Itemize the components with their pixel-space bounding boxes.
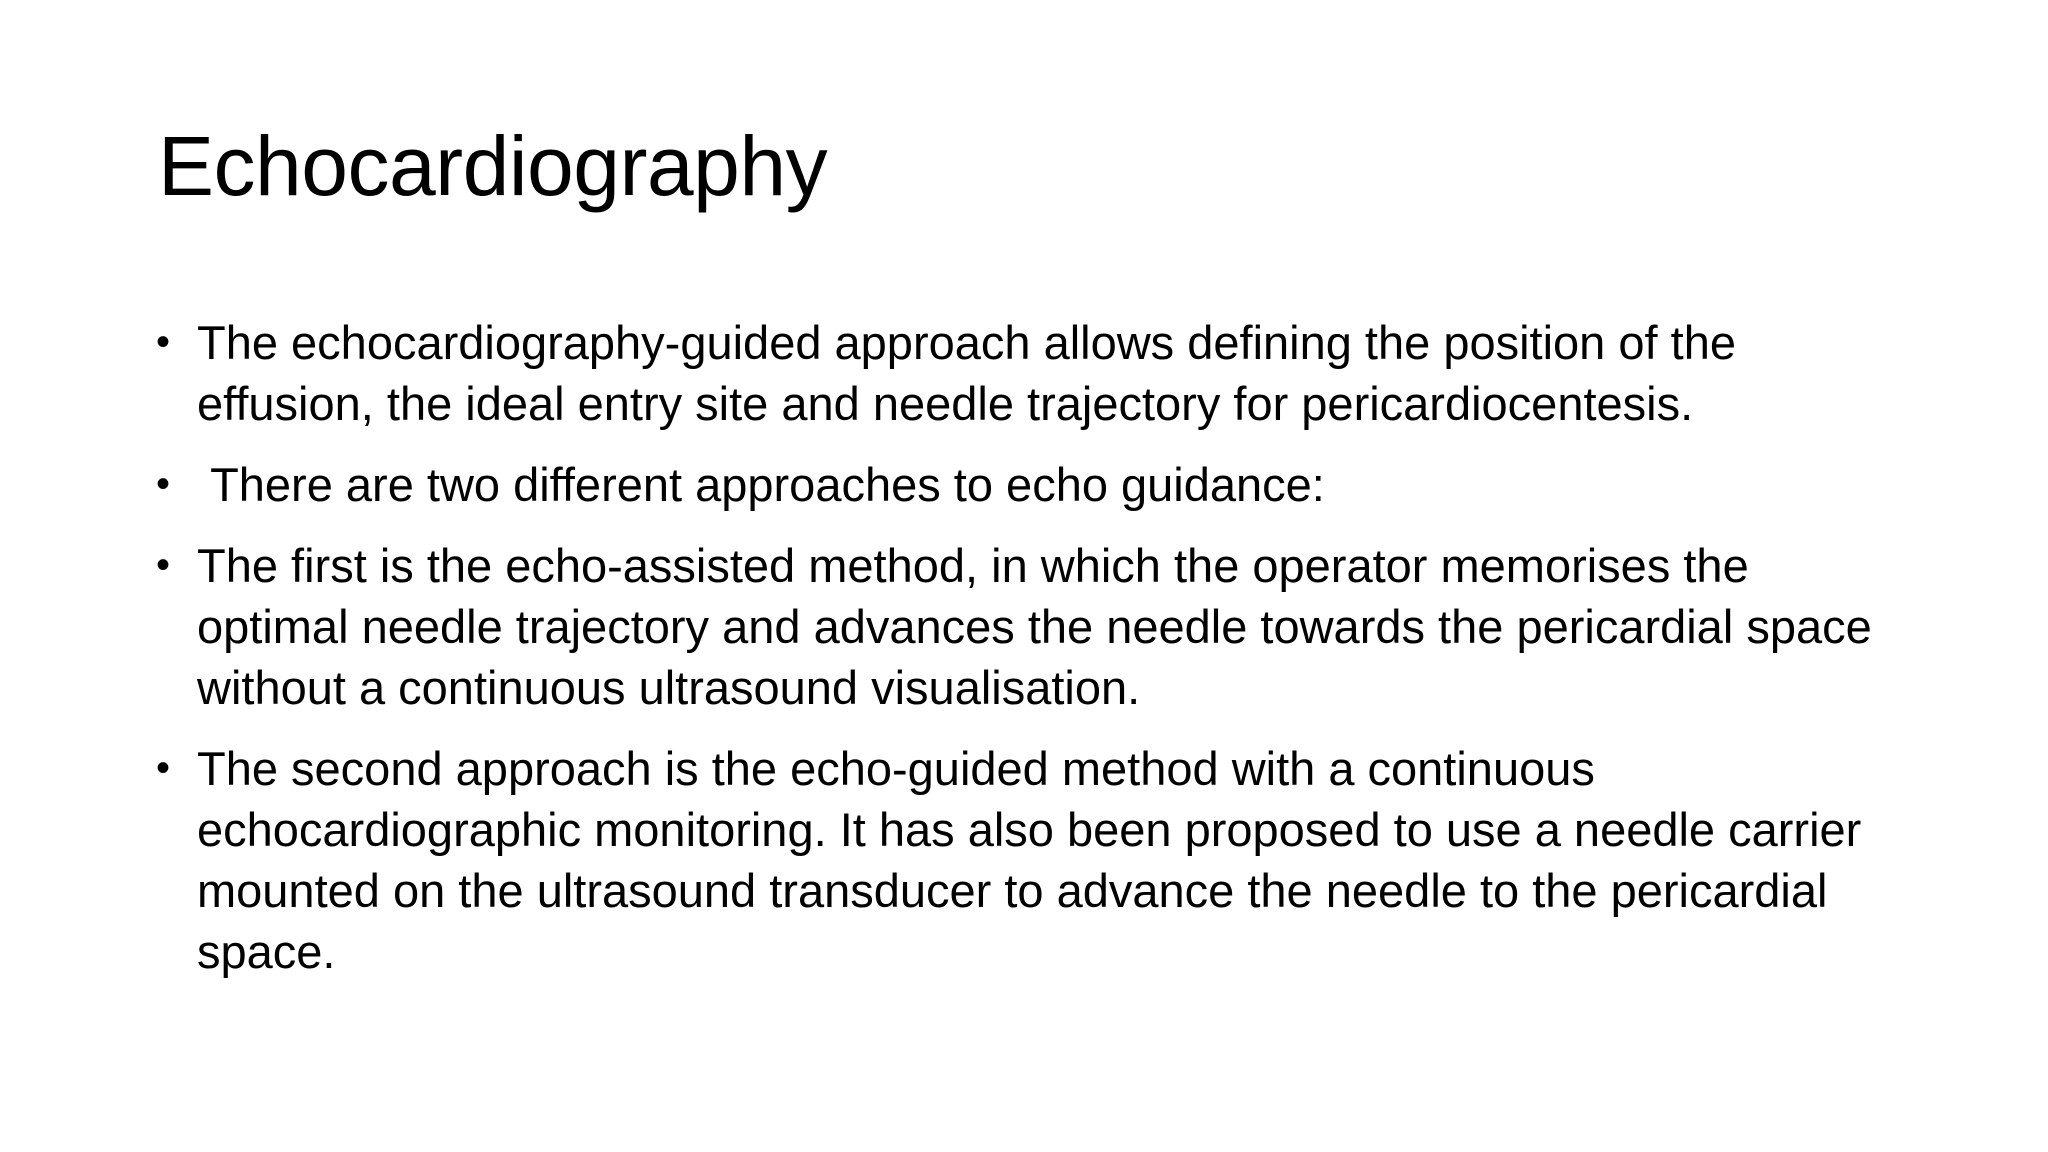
- bullet-mark: •: [156, 320, 171, 364]
- bullet-item: [152, 312, 1912, 434]
- bullet-mark: •: [156, 543, 171, 587]
- bullet-text: The echocardiography-guided approach allows defining the position of the effusion, the ideal entry site and needle trajectory for pericardiocentesis.: [197, 316, 1736, 430]
- slide-title: Echocardiography: [158, 119, 828, 213]
- bullet-mark: •: [156, 462, 171, 506]
- bullet-text: The second approach is the echo-guided method with a continuous echocardiographic monitoring. It has also been proposed to use a needle carrier mounted on the ultrasound transducer to advance the needle to the pericardial space.: [197, 742, 1862, 978]
- bullet-item: [152, 454, 1912, 515]
- bullet-list: [152, 312, 1912, 1002]
- bullet-mark: •: [156, 746, 171, 790]
- bullet-item: [152, 535, 1912, 718]
- bullet-text: The first is the echo-assisted method, in which the operator memorises the optimal needle trajectory and advances the needle towards the pericardial space without a continuous ultrasound visualisation.: [197, 539, 1872, 714]
- bullet-text: There are two different approaches to echo guidance:: [197, 458, 1325, 511]
- bullet-item: [152, 738, 1912, 982]
